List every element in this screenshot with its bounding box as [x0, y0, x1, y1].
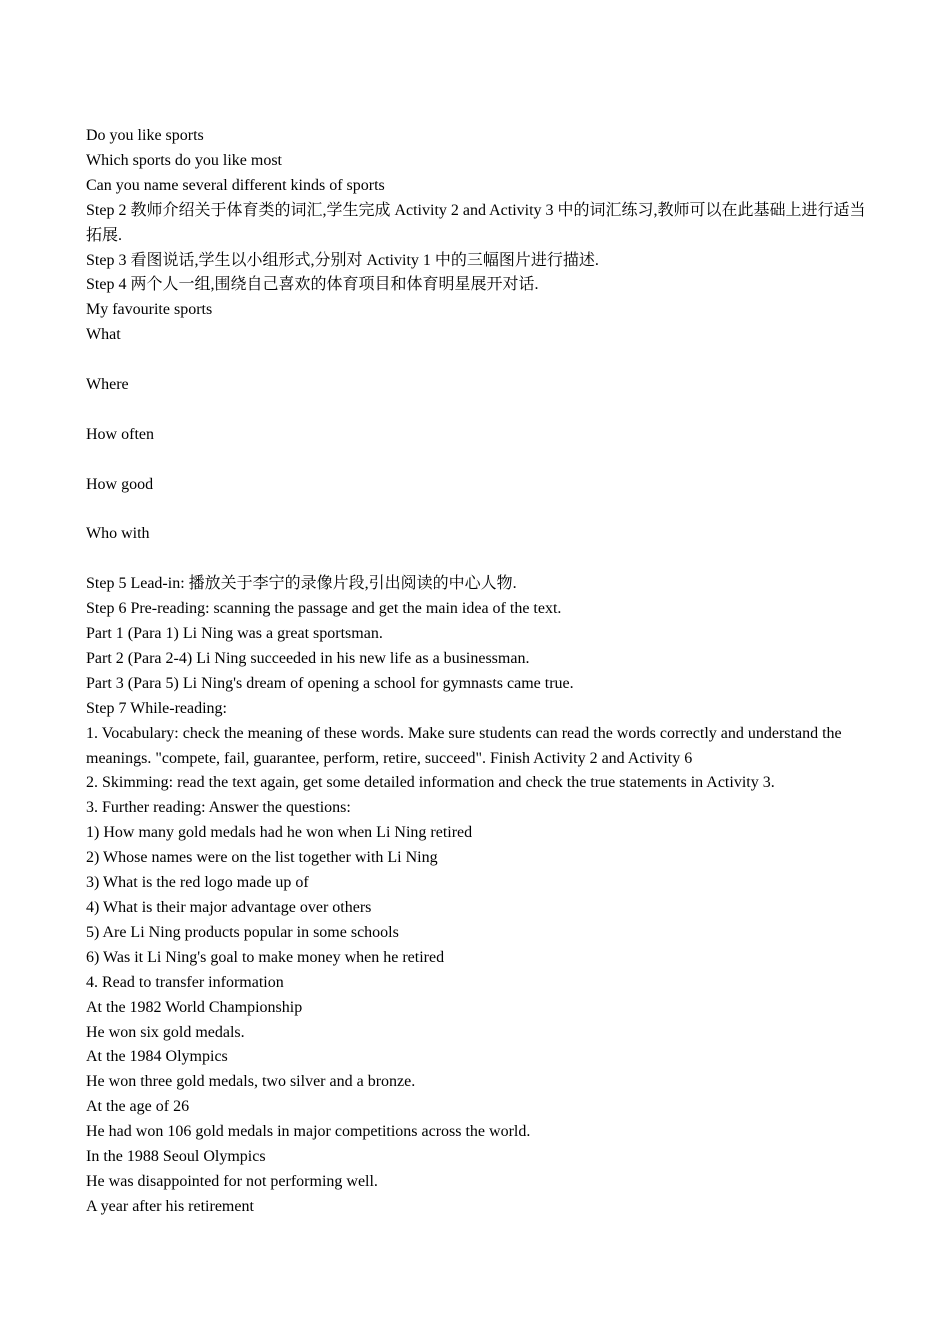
blank-line: [86, 398, 871, 423]
text-line: Step 3 看图说话,学生以小组形式,分别对 Activity 1 中的三幅图片进行描述.: [86, 251, 599, 269]
text-line: Who with: [86, 525, 150, 543]
text-line: At the age of 26: [86, 1098, 190, 1116]
text-line: Part 3 (Para 5) Li Ning's dream of opening a school for gymnasts came true.: [86, 674, 574, 692]
text-line: 3) What is the red logo made up of: [86, 874, 309, 892]
text-line: Which sports do you like most: [86, 151, 282, 169]
text-line: How often: [86, 425, 154, 443]
text-line: What: [86, 326, 121, 344]
text-line: 4. Read to transfer information: [86, 973, 284, 991]
text-line: He won six gold medals.: [86, 1023, 245, 1041]
text-line: Step 5 Lead-in: 播放关于李宁的录像片段,引出阅读的中心人物.: [86, 575, 517, 593]
text-line: He was disappointed for not performing well.: [86, 1172, 378, 1190]
text-line: 2) Whose names were on the list together with Li Ning: [86, 849, 438, 867]
blank-line: [86, 547, 871, 572]
text-line: Step 7 While-reading:: [86, 699, 227, 717]
blank-line: [86, 348, 871, 373]
text-line: My favourite sports: [86, 301, 213, 319]
text-line: 3. Further reading: Answer the questions:: [86, 799, 351, 817]
text-line: He won three gold medals, two silver and a bronze.: [86, 1073, 416, 1091]
text-line: Can you name several different kinds of sports: [86, 176, 385, 194]
text-line: Do you like sports: [86, 127, 204, 144]
text-line: 6) Was it Li Ning's goal to make money when he retired: [86, 948, 445, 966]
text-line: 2. Skimming: read the text again, get some detailed information and check the true statements in Activity 3.: [86, 774, 775, 792]
text-line: 1. Vocabulary: check the meaning of these words. Make sure students can read the words correctly and understand the meanings. "compete, fail, guarantee, perform, retire, succeed". Finish Activity 2 and Activity 6: [86, 724, 842, 767]
text-line: How good: [86, 475, 154, 493]
blank-line: [86, 498, 871, 523]
text-line: 1) How many gold medals had he won when Li Ning retired: [86, 824, 473, 842]
blank-line: [86, 448, 871, 473]
text-line: Part 2 (Para 2-4) Li Ning succeeded in his new life as a businessman.: [86, 649, 530, 667]
text-line: At the 1984 Olympics: [86, 1048, 228, 1066]
text-line: 5) Are Li Ning products popular in some schools: [86, 923, 399, 941]
text-line: In the 1988 Seoul Olympics: [86, 1148, 266, 1166]
text-line: Where: [86, 376, 129, 394]
text-line: 4) What is their major advantage over others: [86, 899, 372, 917]
text-line: Part 1 (Para 1) Li Ning was a great sportsman.: [86, 625, 383, 643]
text-line: Step 4 两个人一组,围绕自己喜欢的体育项目和体育明星展开对话.: [86, 276, 539, 294]
text-line: He had won 106 gold medals in major competitions across the world.: [86, 1123, 531, 1141]
document-page: [86, 124, 871, 1220]
text-line: A year after his retirement: [86, 1197, 254, 1215]
text-line: Step 2 教师介绍关于体育类的词汇,学生完成 Activity 2 and Activity 3 中的词汇练习,教师可以在此基础上进行适当拓展.: [86, 201, 866, 244]
text-line: Step 6 Pre-reading: scanning the passage and get the main idea of the text.: [86, 600, 562, 618]
text-line: At the 1982 World Championship: [86, 998, 303, 1016]
